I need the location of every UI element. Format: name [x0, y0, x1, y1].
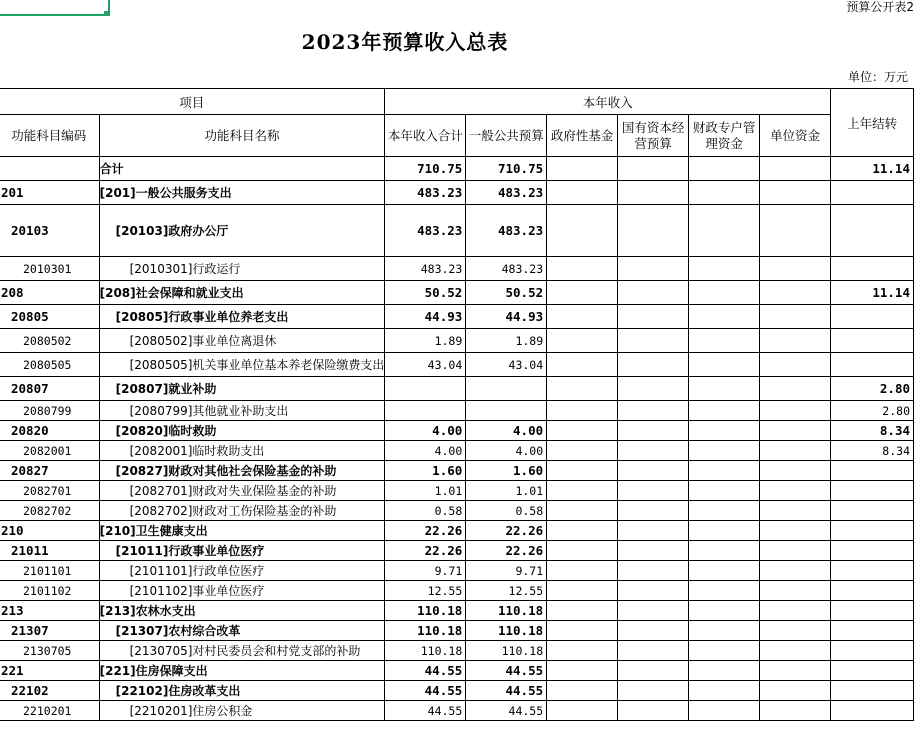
- cell-gov-fund[interactable]: [547, 181, 618, 205]
- table-row: [0, 205, 914, 257]
- cell-unit-fund[interactable]: [760, 353, 831, 377]
- cell-total[interactable]: 12.55: [385, 581, 466, 601]
- cell-total[interactable]: 4.00: [385, 421, 466, 441]
- cell-total[interactable]: 1.89: [385, 329, 466, 353]
- cell-gov-fund[interactable]: [547, 353, 618, 377]
- cell-gov-fund[interactable]: [547, 541, 618, 561]
- cell-name[interactable]: [20807]就业补助: [99, 377, 385, 401]
- cell-general-budget[interactable]: 12.55: [466, 581, 547, 601]
- cell-general-budget[interactable]: 0.58: [466, 501, 547, 521]
- cell-name[interactable]: [2080502]事业单位离退休: [99, 329, 385, 353]
- unit-label: 单位：万元: [847, 70, 908, 84]
- cell-state-capital[interactable]: [618, 329, 689, 353]
- cell-special-account[interactable]: [689, 329, 760, 353]
- cell-total[interactable]: 44.93: [385, 305, 466, 329]
- cell-code[interactable]: 201: [0, 181, 99, 205]
- cell-gov-fund[interactable]: [547, 401, 618, 421]
- cell-code[interactable]: 22102: [0, 681, 99, 701]
- cell-name[interactable]: [21011]行政事业单位医疗: [99, 541, 385, 561]
- cell-code[interactable]: 20805: [0, 305, 99, 329]
- cell-unit-fund[interactable]: [760, 281, 831, 305]
- cell-gov-fund[interactable]: [547, 441, 618, 461]
- cell-general-budget[interactable]: 483.23: [466, 257, 547, 281]
- table-row: [0, 181, 914, 205]
- cell-gov-fund[interactable]: [547, 681, 618, 701]
- cell-name[interactable]: [20827]财政对其他社会保险基金的补助: [99, 461, 385, 481]
- cell-last-year[interactable]: [831, 521, 914, 541]
- cell-unit-fund[interactable]: [760, 421, 831, 441]
- cell-special-account[interactable]: [689, 581, 760, 601]
- cell-state-capital[interactable]: [618, 401, 689, 421]
- cell-last-year[interactable]: [831, 329, 914, 353]
- cell-special-account[interactable]: [689, 701, 760, 721]
- cell-code[interactable]: 213: [0, 601, 99, 621]
- cell-total[interactable]: 0.58: [385, 501, 466, 521]
- cell-unit-fund[interactable]: [760, 501, 831, 521]
- cell-name[interactable]: [21307]农村综合改革: [99, 621, 385, 641]
- cell-last-year[interactable]: [831, 353, 914, 377]
- cell-name[interactable]: [2130705]对村民委员会和村党支部的补助: [99, 641, 385, 661]
- selected-cell-border[interactable]: [0, 0, 110, 16]
- cell-code[interactable]: 20807: [0, 377, 99, 401]
- cell-general-budget[interactable]: 4.00: [466, 421, 547, 441]
- cell-gov-fund[interactable]: [547, 157, 618, 181]
- cell-name[interactable]: [20805]行政事业单位养老支出: [99, 305, 385, 329]
- cell-special-account[interactable]: [689, 501, 760, 521]
- cell-special-account[interactable]: [689, 621, 760, 641]
- table-row: [0, 305, 914, 329]
- cell-special-account[interactable]: [689, 281, 760, 305]
- table-row: [0, 501, 914, 521]
- cell-last-year[interactable]: 11.14: [831, 281, 914, 305]
- cell-general-budget[interactable]: 1.60: [466, 461, 547, 481]
- cell-unit-fund[interactable]: [760, 205, 831, 257]
- cell-general-budget[interactable]: 1.01: [466, 481, 547, 501]
- cell-last-year[interactable]: 8.34: [831, 421, 914, 441]
- header-special-account[interactable]: 财政专户管理资金: [689, 115, 760, 157]
- cell-total[interactable]: 1.60: [385, 461, 466, 481]
- cell-code[interactable]: 2080502: [0, 329, 99, 353]
- cell-state-capital[interactable]: [618, 541, 689, 561]
- cell-state-capital[interactable]: [618, 701, 689, 721]
- cell-total[interactable]: [385, 401, 466, 421]
- cell-last-year[interactable]: [831, 581, 914, 601]
- cell-general-budget[interactable]: [466, 401, 547, 421]
- cell-name[interactable]: [20103]政府办公厅: [99, 205, 385, 257]
- cell-state-capital[interactable]: [618, 681, 689, 701]
- cell-code[interactable]: [0, 157, 99, 181]
- cell-code[interactable]: 2210201: [0, 701, 99, 721]
- cell-unit-fund[interactable]: [760, 157, 831, 181]
- cell-code[interactable]: 2082702: [0, 501, 99, 521]
- header-gov-fund[interactable]: 政府性基金: [547, 115, 618, 157]
- cell-special-account[interactable]: [689, 541, 760, 561]
- cell-code[interactable]: 2130705: [0, 641, 99, 661]
- cell-special-account[interactable]: [689, 157, 760, 181]
- cell-unit-fund[interactable]: [760, 481, 831, 501]
- cell-state-capital[interactable]: [618, 521, 689, 541]
- cell-name[interactable]: [2010301]行政运行: [99, 257, 385, 281]
- cell-state-capital[interactable]: [618, 181, 689, 205]
- cell-last-year[interactable]: [831, 481, 914, 501]
- cell-special-account[interactable]: [689, 181, 760, 205]
- cell-unit-fund[interactable]: [760, 329, 831, 353]
- cell-last-year[interactable]: 8.34: [831, 441, 914, 461]
- cell-code[interactable]: 2101102: [0, 581, 99, 601]
- cell-state-capital[interactable]: [618, 353, 689, 377]
- cell-unit-fund[interactable]: [760, 441, 831, 461]
- cell-last-year[interactable]: [831, 621, 914, 641]
- cell-last-year[interactable]: [831, 661, 914, 681]
- cell-unit-fund[interactable]: [760, 681, 831, 701]
- cell-name[interactable]: [2080799]其他就业补助支出: [99, 401, 385, 421]
- cell-total[interactable]: 1.01: [385, 481, 466, 501]
- page-title: 2023年预算收入总表: [301, 30, 509, 54]
- table-row: [0, 641, 914, 661]
- cell-gov-fund[interactable]: [547, 641, 618, 661]
- cell-last-year[interactable]: [831, 205, 914, 257]
- cell-gov-fund[interactable]: [547, 501, 618, 521]
- table-row: [0, 481, 914, 501]
- cell-gov-fund[interactable]: [547, 257, 618, 281]
- cell-name[interactable]: [210]卫生健康支出: [99, 521, 385, 541]
- cell-general-budget[interactable]: 44.55: [466, 661, 547, 681]
- cell-unit-fund[interactable]: [760, 181, 831, 205]
- cell-total[interactable]: 483.23: [385, 257, 466, 281]
- cell-special-account[interactable]: [689, 353, 760, 377]
- header-item-group[interactable]: 项目: [0, 89, 385, 115]
- header-unit-fund[interactable]: 单位资金: [760, 115, 831, 157]
- cell-name[interactable]: [2101102]事业单位医疗: [99, 581, 385, 601]
- cell-unit-fund[interactable]: [760, 601, 831, 621]
- cell-state-capital[interactable]: [618, 581, 689, 601]
- cell-special-account[interactable]: [689, 421, 760, 441]
- cell-gov-fund[interactable]: [547, 701, 618, 721]
- cell-code[interactable]: 2101101: [0, 561, 99, 581]
- cell-general-budget[interactable]: 4.00: [466, 441, 547, 461]
- cell-state-capital[interactable]: [618, 257, 689, 281]
- cell-total[interactable]: 710.75: [385, 157, 466, 181]
- cell-special-account[interactable]: [689, 601, 760, 621]
- cell-state-capital[interactable]: [618, 157, 689, 181]
- cell-code[interactable]: 2080505: [0, 353, 99, 377]
- cell-total[interactable]: 43.04: [385, 353, 466, 377]
- cell-state-capital[interactable]: [618, 461, 689, 481]
- cell-last-year[interactable]: [831, 701, 914, 721]
- cell-total[interactable]: 4.00: [385, 441, 466, 461]
- cell-special-account[interactable]: [689, 441, 760, 461]
- cell-state-capital[interactable]: [618, 601, 689, 621]
- budget-table: [0, 88, 914, 721]
- cell-gov-fund[interactable]: [547, 481, 618, 501]
- cell-gov-fund[interactable]: [547, 205, 618, 257]
- table-row: [0, 329, 914, 353]
- cell-general-budget[interactable]: 44.55: [466, 701, 547, 721]
- cell-special-account[interactable]: [689, 481, 760, 501]
- cell-unit-fund[interactable]: [760, 701, 831, 721]
- table-row: [0, 353, 914, 377]
- cell-code[interactable]: 2082701: [0, 481, 99, 501]
- table-row: [0, 581, 914, 601]
- cell-special-account[interactable]: [689, 641, 760, 661]
- cell-general-budget[interactable]: 710.75: [466, 157, 547, 181]
- cell-name[interactable]: [213]农林水支出: [99, 601, 385, 621]
- cell-code[interactable]: 208: [0, 281, 99, 305]
- header-code[interactable]: 功能科目编码: [0, 115, 99, 157]
- cell-state-capital[interactable]: [618, 205, 689, 257]
- cell-code[interactable]: 2080799: [0, 401, 99, 421]
- cell-last-year[interactable]: [831, 305, 914, 329]
- cell-unit-fund[interactable]: [760, 461, 831, 481]
- cell-state-capital[interactable]: [618, 501, 689, 521]
- header-state-capital[interactable]: 国有资本经营预算: [618, 115, 689, 157]
- cell-state-capital[interactable]: [618, 661, 689, 681]
- cell-state-capital[interactable]: [618, 481, 689, 501]
- cell-general-budget[interactable]: 44.55: [466, 681, 547, 701]
- cell-general-budget[interactable]: 43.04: [466, 353, 547, 377]
- cell-last-year[interactable]: [831, 561, 914, 581]
- cell-unit-fund[interactable]: [760, 561, 831, 581]
- cell-code[interactable]: 20820: [0, 421, 99, 441]
- cell-gov-fund[interactable]: [547, 421, 618, 441]
- cell-gov-fund[interactable]: [547, 661, 618, 681]
- cell-unit-fund[interactable]: [760, 401, 831, 421]
- table-row: [0, 257, 914, 281]
- table-row: [0, 621, 914, 641]
- header-general-budget[interactable]: 一般公共预算: [466, 115, 547, 157]
- table-row: [0, 157, 914, 181]
- cell-total[interactable]: 483.23: [385, 205, 466, 257]
- cell-unit-fund[interactable]: [760, 377, 831, 401]
- cell-last-year[interactable]: [831, 501, 914, 521]
- cell-special-account[interactable]: [689, 681, 760, 701]
- cell-name[interactable]: [20820]临时救助: [99, 421, 385, 441]
- cell-unit-fund[interactable]: [760, 305, 831, 329]
- cell-total[interactable]: 9.71: [385, 561, 466, 581]
- cell-last-year[interactable]: [831, 461, 914, 481]
- cell-general-budget[interactable]: 44.93: [466, 305, 547, 329]
- cell-total[interactable]: 22.26: [385, 541, 466, 561]
- cell-general-budget[interactable]: 9.71: [466, 561, 547, 581]
- header-total[interactable]: 本年收入合计: [385, 115, 466, 157]
- cell-general-budget[interactable]: 483.23: [466, 205, 547, 257]
- cell-unit-fund[interactable]: [760, 661, 831, 681]
- cell-total[interactable]: 44.55: [385, 681, 466, 701]
- cell-gov-fund[interactable]: [547, 461, 618, 481]
- cell-special-account[interactable]: [689, 561, 760, 581]
- cell-state-capital[interactable]: [618, 621, 689, 641]
- cell-special-account[interactable]: [689, 461, 760, 481]
- cell-total[interactable]: 483.23: [385, 181, 466, 205]
- table-row: [0, 421, 914, 441]
- table-row: [0, 461, 914, 481]
- table-row: [0, 701, 914, 721]
- cell-gov-fund[interactable]: [547, 521, 618, 541]
- header-income-group[interactable]: 本年收入: [385, 89, 831, 115]
- header-last-year[interactable]: 上年结转: [831, 89, 914, 157]
- cell-unit-fund[interactable]: [760, 621, 831, 641]
- cell-total[interactable]: 110.18: [385, 641, 466, 661]
- cell-name[interactable]: [201]一般公共服务支出: [99, 181, 385, 205]
- cell-code[interactable]: 210: [0, 521, 99, 541]
- cell-gov-fund[interactable]: [547, 621, 618, 641]
- cell-special-account[interactable]: [689, 401, 760, 421]
- cell-total[interactable]: 110.18: [385, 621, 466, 641]
- cell-last-year[interactable]: [831, 641, 914, 661]
- cell-gov-fund[interactable]: [547, 581, 618, 601]
- cell-name[interactable]: [221]住房保障支出: [99, 661, 385, 681]
- cell-gov-fund[interactable]: [547, 305, 618, 329]
- cell-state-capital[interactable]: [618, 281, 689, 305]
- cell-total[interactable]: 22.26: [385, 521, 466, 541]
- cell-name[interactable]: [22102]住房改革支出: [99, 681, 385, 701]
- cell-special-account[interactable]: [689, 257, 760, 281]
- cell-state-capital[interactable]: [618, 421, 689, 441]
- cell-last-year[interactable]: 2.80: [831, 377, 914, 401]
- cell-state-capital[interactable]: [618, 441, 689, 461]
- cell-special-account[interactable]: [689, 521, 760, 541]
- cell-general-budget[interactable]: 110.18: [466, 601, 547, 621]
- cell-total[interactable]: 110.18: [385, 601, 466, 621]
- cell-last-year[interactable]: [831, 681, 914, 701]
- cell-name[interactable]: [2101101]行政单位医疗: [99, 561, 385, 581]
- cell-unit-fund[interactable]: [760, 581, 831, 601]
- cell-special-account[interactable]: [689, 377, 760, 401]
- cell-name[interactable]: [2210201]住房公积金: [99, 701, 385, 721]
- cell-last-year[interactable]: 2.80: [831, 401, 914, 421]
- table-row: [0, 601, 914, 621]
- cell-general-budget[interactable]: 22.26: [466, 541, 547, 561]
- cell-last-year[interactable]: [831, 601, 914, 621]
- cell-code[interactable]: 20103: [0, 205, 99, 257]
- cell-general-budget[interactable]: 1.89: [466, 329, 547, 353]
- table-row: [0, 541, 914, 561]
- cell-general-budget[interactable]: [466, 377, 547, 401]
- cell-gov-fund[interactable]: [547, 329, 618, 353]
- cell-last-year[interactable]: [831, 257, 914, 281]
- table-row: [0, 281, 914, 305]
- cell-special-account[interactable]: [689, 305, 760, 329]
- cell-code[interactable]: 221: [0, 661, 99, 681]
- cell-general-budget[interactable]: 110.18: [466, 641, 547, 661]
- cell-gov-fund[interactable]: [547, 601, 618, 621]
- cell-state-capital[interactable]: [618, 641, 689, 661]
- cell-unit-fund[interactable]: [760, 257, 831, 281]
- table-row: [0, 441, 914, 461]
- cell-general-budget[interactable]: 110.18: [466, 621, 547, 641]
- cell-total[interactable]: 50.52: [385, 281, 466, 305]
- cell-unit-fund[interactable]: [760, 521, 831, 541]
- cell-gov-fund[interactable]: [547, 561, 618, 581]
- cell-total[interactable]: [385, 377, 466, 401]
- cell-total[interactable]: 44.55: [385, 661, 466, 681]
- cell-name[interactable]: [208]社会保障和就业支出: [99, 281, 385, 305]
- cell-name[interactable]: [2082702]财政对工伤保险基金的补助: [99, 501, 385, 521]
- cell-code[interactable]: 20827: [0, 461, 99, 481]
- cell-total[interactable]: 44.55: [385, 701, 466, 721]
- cell-unit-fund[interactable]: [760, 641, 831, 661]
- cell-gov-fund[interactable]: [547, 377, 618, 401]
- table-row: [0, 521, 914, 541]
- cell-name[interactable]: 合计: [99, 157, 385, 181]
- cell-code[interactable]: 21011: [0, 541, 99, 561]
- cell-state-capital[interactable]: [618, 305, 689, 329]
- cell-gov-fund[interactable]: [547, 281, 618, 305]
- cell-state-capital[interactable]: [618, 561, 689, 581]
- cell-code[interactable]: 2010301: [0, 257, 99, 281]
- table-row: [0, 661, 914, 681]
- cell-name[interactable]: [2080505]机关事业单位基本养老保险缴费支出: [99, 353, 385, 377]
- sheet-id-label: 预算公开表2: [846, 0, 914, 14]
- cell-last-year[interactable]: 11.14: [831, 157, 914, 181]
- cell-general-budget[interactable]: 483.23: [466, 181, 547, 205]
- table-row: [0, 377, 914, 401]
- fill-handle[interactable]: [104, 11, 109, 16]
- cell-special-account[interactable]: [689, 205, 760, 257]
- cell-name[interactable]: [2082001]临时救助支出: [99, 441, 385, 461]
- cell-code[interactable]: 2082001: [0, 441, 99, 461]
- cell-general-budget[interactable]: 22.26: [466, 521, 547, 541]
- cell-last-year[interactable]: [831, 181, 914, 205]
- table-row: [0, 401, 914, 421]
- cell-last-year[interactable]: [831, 541, 914, 561]
- cell-unit-fund[interactable]: [760, 541, 831, 561]
- cell-special-account[interactable]: [689, 661, 760, 681]
- cell-name[interactable]: [2082701]财政对失业保险基金的补助: [99, 481, 385, 501]
- table-row: [0, 561, 914, 581]
- cell-general-budget[interactable]: 50.52: [466, 281, 547, 305]
- cell-state-capital[interactable]: [618, 377, 689, 401]
- header-name[interactable]: 功能科目名称: [99, 115, 385, 157]
- table-row: [0, 681, 914, 701]
- cell-code[interactable]: 21307: [0, 621, 99, 641]
